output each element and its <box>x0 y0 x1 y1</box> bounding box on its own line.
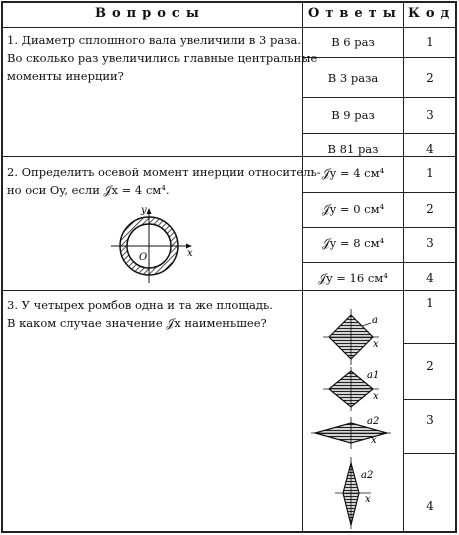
rhombus-3-label-x: x <box>371 435 377 446</box>
q2-answer-4: 𝒥y = 16 см⁴ <box>318 271 388 285</box>
row-divider <box>302 133 455 134</box>
q2-code-3: 3 <box>426 236 434 250</box>
q2-code-2: 2 <box>426 202 434 216</box>
q1-code-3: 3 <box>426 108 434 122</box>
q1-code-4: 4 <box>426 142 434 156</box>
q2-code-4: 4 <box>426 271 434 285</box>
ring-section-figure <box>113 205 203 288</box>
q1-answer-2: В 3 раза <box>327 71 379 85</box>
q1-line-1: 1. Диаметр сплошного вала увеличили в 3 раза. <box>7 33 302 47</box>
q1-answer-4: В 81 раз <box>327 142 379 156</box>
q3-code-3: 3 <box>426 413 434 427</box>
q2-code-1: 1 <box>426 166 434 180</box>
q1-code-1: 1 <box>426 35 434 49</box>
rhombus-4 <box>335 457 373 529</box>
rhombus-2-label-x: x <box>373 391 379 402</box>
row-divider <box>302 227 455 228</box>
row-divider <box>302 192 455 193</box>
q1-line-3: моменты инерции? <box>7 69 124 83</box>
header-answers: Ответы <box>308 6 402 21</box>
header-questions: Вопросы <box>95 6 205 21</box>
rhombus-4-label-a2: a2 <box>361 470 374 481</box>
header-code: Код <box>408 6 456 21</box>
q2-answer-1: 𝒥y = 4 см⁴ <box>321 166 385 180</box>
questions-table <box>1 1 457 533</box>
row-divider <box>403 453 455 454</box>
q2-line-2: но оси Oy, если 𝒥x = 4 см⁴. <box>7 183 170 197</box>
rhombus-3 <box>311 416 391 449</box>
q1-answer-1: В 6 раз <box>331 35 375 49</box>
q2-answer-2: 𝒥y = 0 см⁴ <box>321 202 385 216</box>
q3-code-2: 2 <box>426 359 434 373</box>
q2-line-1: 2. Определить осевой момент инерции относитель- <box>7 165 321 179</box>
row-divider <box>403 399 455 400</box>
q3-code-4: 4 <box>426 499 434 513</box>
section-divider <box>3 156 455 157</box>
q3-code-1: 1 <box>426 296 434 310</box>
rhombus-figures <box>311 303 401 533</box>
rhombus-1-label-a: a <box>372 315 378 326</box>
column-divider-2 <box>403 3 404 531</box>
q3-line-2: В каком случае значение 𝒥x наименьшее? <box>7 316 267 330</box>
rhombus-2 <box>323 367 379 411</box>
q1-answer-3: В 9 раз <box>331 108 375 122</box>
rhombus-1-label-x: x <box>373 339 379 350</box>
fig-label-o: O <box>139 252 148 263</box>
fig-label-y: y <box>141 205 147 216</box>
fig-label-x: x <box>187 248 193 259</box>
row-divider <box>302 97 455 98</box>
q2-answer-3: 𝒥y = 8 см⁴ <box>321 236 385 250</box>
column-divider-1 <box>302 3 303 531</box>
rhombus-4-label-x: x <box>365 494 371 505</box>
row-divider <box>302 57 455 58</box>
row-divider <box>302 262 455 263</box>
q1-line-2: Во сколько раз увеличились главные центральные <box>7 51 318 65</box>
section-divider <box>3 290 455 291</box>
q1-code-2: 2 <box>426 71 434 85</box>
rhombus-3-label-a2: a2 <box>367 416 380 427</box>
q3-line-1: 3. У четырех ромбов одна и та же площадь. <box>7 298 273 312</box>
rhombus-1 <box>323 309 379 365</box>
rhombus-2-label-a1: a1 <box>367 370 380 381</box>
header-divider <box>3 27 455 28</box>
row-divider <box>403 343 455 344</box>
